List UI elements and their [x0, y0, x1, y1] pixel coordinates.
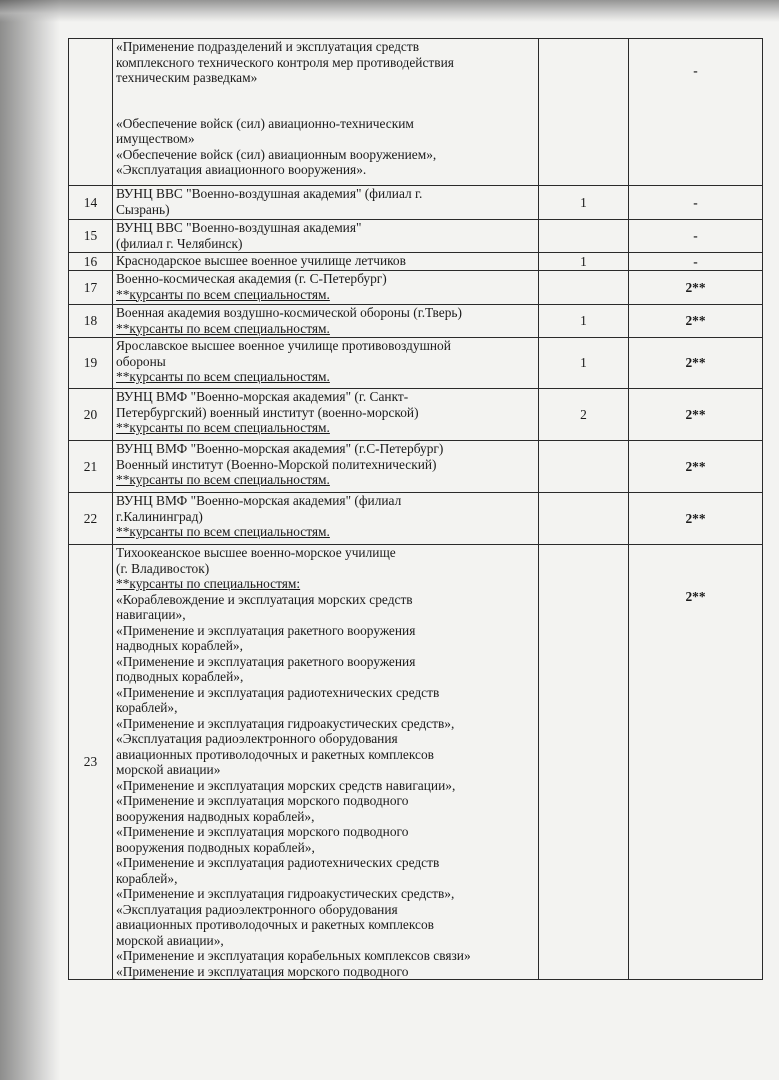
count-b: 2** — [629, 493, 763, 545]
count-b: - — [629, 253, 763, 271]
cell-line: «Применение и эксплуатация гидроакустических средств», — [116, 715, 455, 731]
cell-line: (филиал г. Челябинск) — [116, 235, 243, 251]
table-row — [69, 441, 763, 493]
row-number: 15 — [69, 220, 113, 253]
institution-cell — [113, 253, 539, 271]
count-a: 1 — [539, 253, 629, 271]
cell-line: «Кораблевождение и эксплуатация морских средств — [116, 591, 413, 607]
cell-line: Военно-космическая академия (г. С-Петербург) — [116, 271, 387, 286]
count-b: 2** — [629, 441, 763, 493]
cell-line: ВУНЦ ВВС "Военно-воздушная академия" — [116, 220, 362, 235]
cell-line: Петербургский) военный институт (военно-морской) — [116, 404, 419, 420]
institution-cell — [113, 545, 539, 980]
table-row — [69, 493, 763, 545]
institution-cell — [113, 338, 539, 389]
count-a: 1 — [539, 305, 629, 338]
cell-line: «Применение подразделений и эксплуатация средств — [116, 39, 420, 54]
cell-line: «Применение и эксплуатация радиотехнических средств — [116, 684, 440, 700]
row-number: 23 — [69, 545, 113, 980]
cell-line: «Применение и эксплуатация радиотехнических средств — [116, 855, 440, 870]
table-row — [69, 253, 763, 271]
table-row — [69, 271, 763, 305]
cell-line: «Применение и эксплуатация ракетного вооружения — [116, 622, 416, 638]
cell-line: кораблей», — [116, 870, 178, 886]
cell-line: «Эксплуатация радиоэлектронного оборудования — [116, 731, 398, 746]
count-b: 2** — [629, 338, 763, 389]
cell-line: «Эксплуатация радиоэлектронного оборудования — [116, 901, 398, 917]
row-number — [69, 39, 113, 186]
count-a: 2 — [539, 389, 629, 441]
specialty-note: **курсанты по всем специальностям. — [116, 286, 330, 302]
count-a — [539, 441, 629, 493]
institution-cell — [113, 305, 539, 338]
scan-top-shadow — [0, 0, 779, 22]
cell-line: Краснодарское высшее военное училище летчиков — [116, 253, 406, 268]
specialty-note: **курсанты по специальностям: — [116, 576, 301, 591]
cell-line: «Применение и эксплуатация морского подводного — [116, 824, 409, 839]
cell-line: «Применение и эксплуатация морских средств навигации», — [116, 777, 456, 793]
scan-left-shadow — [0, 0, 60, 1080]
cell-line: «Применение и эксплуатация морского подводного — [116, 963, 409, 979]
count-a — [539, 545, 629, 980]
row-number: 18 — [69, 305, 113, 338]
cell-line: морской авиации», — [116, 932, 224, 948]
cell-line: вооружения надводных кораблей», — [116, 808, 315, 824]
institution-cell — [113, 271, 539, 305]
row-number: 20 — [69, 389, 113, 441]
cell-line: «Обеспечение войск (сил) авиационно-техническим — [116, 115, 414, 131]
table-row — [69, 338, 763, 389]
row-number: 16 — [69, 253, 113, 271]
institution-cell — [113, 493, 539, 545]
count-a — [539, 493, 629, 545]
institution-cell — [113, 389, 539, 441]
institution-cell — [113, 186, 539, 220]
cell-line: ВУНЦ ВМФ "Военно-морская академия" (филиал — [116, 493, 402, 508]
specialty-note: **курсанты по всем специальностям. — [116, 420, 330, 435]
specialty-note: **курсанты по всем специальностям. — [116, 369, 330, 384]
count-a: 1 — [539, 338, 629, 389]
institution-cell — [113, 220, 539, 253]
cell-line: техническим разведкам» — [116, 70, 258, 85]
quota-table — [68, 38, 763, 980]
table-row — [69, 39, 763, 186]
specialty-note: **курсанты по всем специальностям. — [116, 472, 330, 487]
row-number: 21 — [69, 441, 113, 493]
cell-line: морской авиации» — [116, 762, 221, 777]
count-b: 2** — [629, 271, 763, 305]
cell-line: имуществом» — [116, 131, 195, 146]
cell-line: комплексного технического контроля мер противодействия — [116, 54, 454, 70]
cell-line: ВУНЦ ВМФ "Военно-морская академия" (г.С-Петербург) — [116, 441, 444, 456]
count-a — [539, 39, 629, 186]
specialty-note: **курсанты по всем специальностям. — [116, 320, 330, 336]
cell-line: «Применение и эксплуатация корабельных комплексов связи» — [116, 948, 471, 963]
cell-line: навигации», — [116, 607, 186, 622]
count-b: - — [629, 220, 763, 253]
institution-cell — [113, 39, 539, 186]
table-row — [69, 186, 763, 220]
count-b: 2** — [629, 545, 763, 980]
cell-line: надводных кораблей», — [116, 638, 243, 653]
cell-line: ВУНЦ ВВС "Военно-воздушная академия" (филиал г. — [116, 186, 423, 201]
institution-cell — [113, 441, 539, 493]
cell-line: подводных кораблей», — [116, 669, 244, 684]
count-a: 1 — [539, 186, 629, 220]
cell-line: вооружения подводных кораблей», — [116, 839, 315, 855]
cell-line: Ярославское высшее военное училище противовоздушной — [116, 338, 451, 353]
count-b: - — [629, 39, 763, 186]
cell-line: (г. Владивосток) — [116, 560, 210, 576]
count-a — [539, 220, 629, 253]
count-b: - — [629, 186, 763, 220]
row-number: 14 — [69, 186, 113, 220]
count-a — [539, 271, 629, 305]
table-row — [69, 220, 763, 253]
count-b: 2** — [629, 389, 763, 441]
count-b: 2** — [629, 305, 763, 338]
cell-line: «Обеспечение войск (сил) авиационным вооружением», — [116, 146, 437, 162]
row-number: 19 — [69, 338, 113, 389]
table-row — [69, 389, 763, 441]
cell-line: «Применение и эксплуатация морского подводного — [116, 793, 409, 808]
cell-line: Сызрань) — [116, 201, 170, 217]
specialty-note: **курсанты по всем специальностям. — [116, 524, 330, 539]
table-row — [69, 305, 763, 338]
cell-line: обороны — [116, 353, 166, 369]
cell-line: Военный институт (Военно-Морской политехнический) — [116, 456, 437, 472]
cell-line: Тихоокеанское высшее военно-морское училище — [116, 545, 396, 560]
cell-line: «Эксплуатация авиационного вооружения». — [116, 162, 367, 177]
cell-line: Военная академия воздушно-космической обороны (г.Тверь) — [116, 305, 463, 320]
cell-line: ВУНЦ ВМФ "Военно-морская академия" (г. Санкт- — [116, 389, 409, 404]
row-number: 17 — [69, 271, 113, 305]
cell-line: авиационных противолодочных и ракетных комплексов — [116, 746, 435, 762]
cell-line: «Применение и эксплуатация ракетного вооружения — [116, 653, 416, 669]
cell-line: «Применение и эксплуатация гидроакустических средств», — [116, 886, 455, 901]
cell-line: г.Калининград) — [116, 508, 203, 524]
cell-line: кораблей», — [116, 700, 178, 715]
table-row — [69, 545, 763, 980]
row-number: 22 — [69, 493, 113, 545]
cell-line: авиационных противолодочных и ракетных комплексов — [116, 917, 435, 932]
